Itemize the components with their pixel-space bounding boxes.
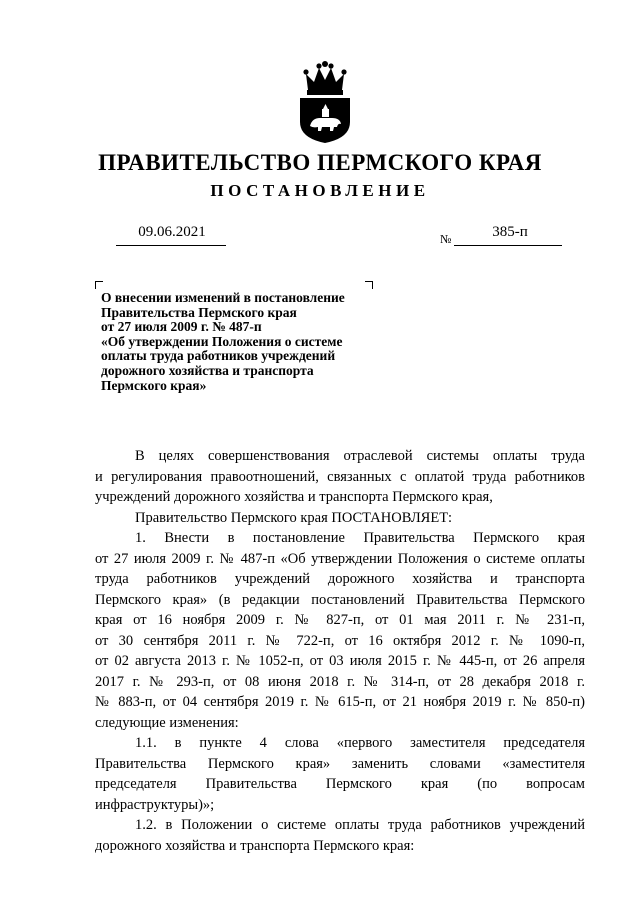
body-line: 2017 г. № 293-п, от 08 июня 2018 г. № 314-п, от 28 декабря 2018 г. [95, 673, 585, 690]
document-body [95, 446, 585, 856]
document-subject [101, 291, 391, 393]
document-type: ПОСТАНОВЛЕНИЕ [210, 181, 430, 200]
body-line: Пермского края» (в редакции постановлений Правительства Пермского [95, 591, 585, 608]
body-line: следующие изменения: [95, 714, 239, 731]
document-date: 09.06.2021 [138, 224, 206, 240]
subject-corner-right [365, 281, 373, 289]
subject-corner-left [95, 281, 103, 289]
number-sign: № [440, 232, 452, 246]
coat-of-arms-icon [296, 60, 354, 144]
subject-line: О внесении изменений в постановление [101, 290, 345, 305]
body-line: Правительство Пермского края ПОСТАНОВЛЯЕТ: [135, 509, 453, 526]
subject-line: Правительства Пермского края [101, 304, 297, 320]
body-line: председателя Правительства Пермского края (по вопросам [95, 776, 585, 792]
body-line: инфраструктуры)»; [95, 796, 215, 813]
body-line: 1. Внести в постановление Правительства Пермского края [135, 530, 585, 546]
body-line: учреждений дорожного хозяйства и транспорта Пермского края, [95, 489, 493, 505]
document-number: 385-п [492, 224, 528, 240]
subject-line: оплаты труда работников учреждений [101, 348, 336, 364]
government-title: ПРАВИТЕЛЬСТВО ПЕРМСКОГО КРАЯ [98, 150, 542, 175]
body-line: 1.2. в Положении о системе оплаты труда работников учреждений [135, 817, 585, 833]
body-line: В целях совершенствования отраслевой системы оплаты труда [135, 448, 585, 464]
date-underline [116, 245, 226, 246]
subject-line: дорожного хозяйства и транспорта [101, 362, 314, 378]
body-line: 1.1. в пункте 4 слова «первого заместителя председателя [135, 735, 585, 751]
body-line: от 02 августа 2013 г. № 1052-п, от 03 июля 2015 г. № 445-п, от 26 апреля [95, 653, 585, 669]
body-line: дорожного хозяйства и транспорта Пермского края: [95, 837, 415, 854]
body-line: Правительства Пермского края» заменить словами «заместителя [95, 755, 585, 772]
number-underline [454, 245, 562, 246]
body-line: и регулирования правоотношений, связанных с оплатой труда работников [95, 468, 585, 485]
subject-line: от 27 июля 2009 г. № 487-п [101, 319, 262, 335]
body-line: от 30 сентября 2011 г. № 722-п, от 16 октября 2012 г. № 1090-п, [95, 632, 585, 649]
subject-line: «Об утверждении Положения о системе [101, 333, 343, 349]
subject-line: Пермского края» [101, 377, 207, 393]
body-line: № 883-п, от 04 сентября 2019 г. № 615-п, от 21 ноября 2019 г. № 850-п) [95, 694, 585, 710]
body-line: труда работников учреждений дорожного хозяйства и транспорта [95, 571, 585, 587]
body-line: от 27 июля 2009 г. № 487-п «Об утверждении Положения о системе оплаты [95, 550, 585, 567]
body-line: края от 16 ноября 2009 г. № 827-п, от 01 мая 2011 г. № 231-п, [95, 612, 585, 628]
